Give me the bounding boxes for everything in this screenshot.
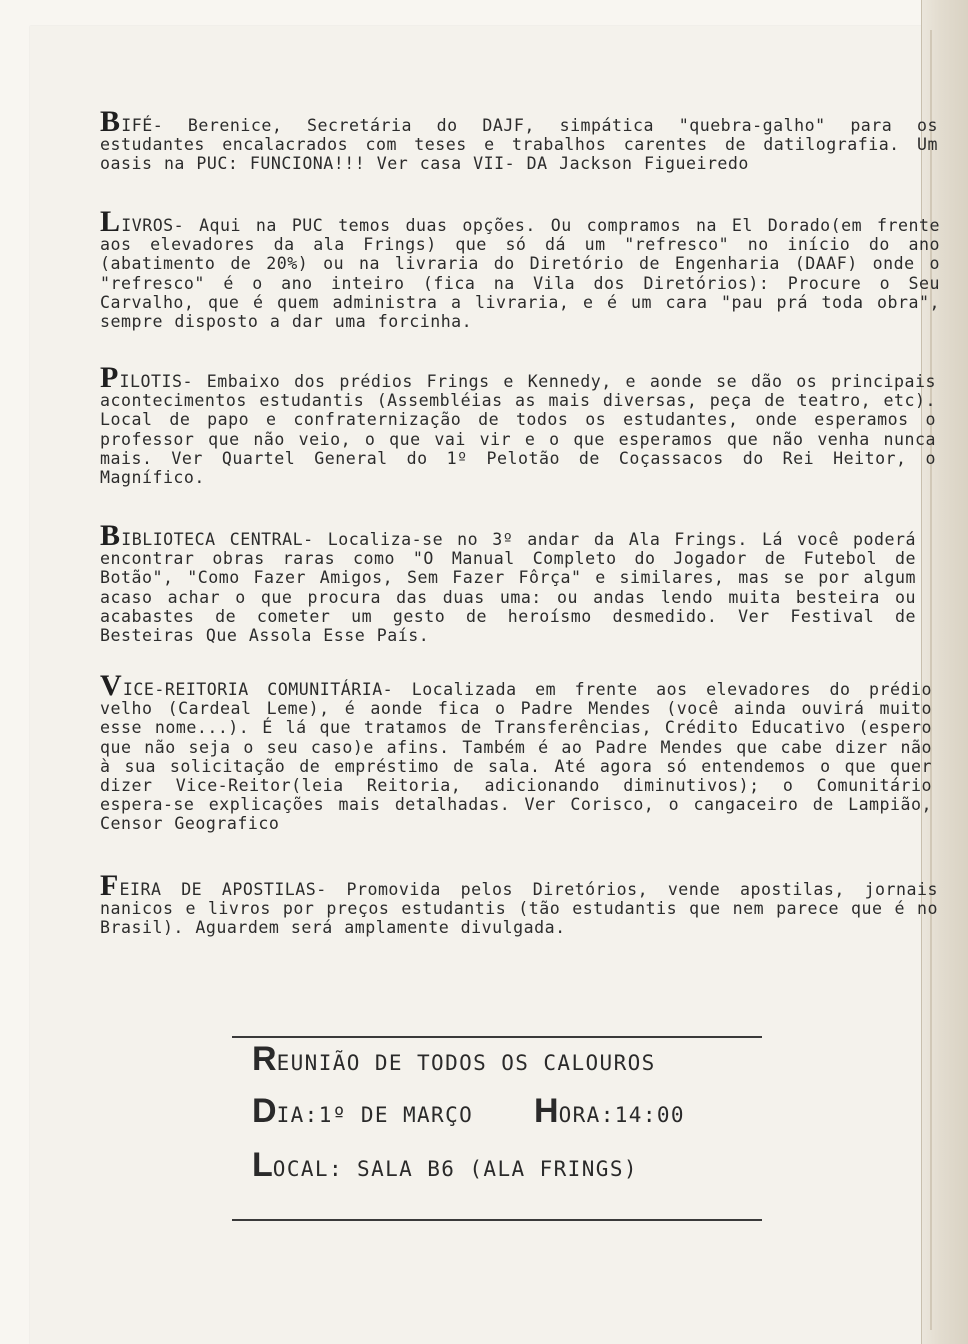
notice-text: IA:1º DE MARÇO xyxy=(276,1103,474,1127)
section-vice-reitoria xyxy=(100,669,932,834)
notice-place xyxy=(252,1146,638,1185)
notice-text: OCAL: SALA B6 (ALA FRINGS) xyxy=(272,1157,638,1181)
section-bife xyxy=(100,105,938,174)
notice-text: EUNIÃO DE TODOS OS CALOUROS xyxy=(276,1051,656,1075)
section-initial: P xyxy=(100,361,119,394)
notice-initial: L xyxy=(252,1146,273,1184)
notice-initial: R xyxy=(252,1040,277,1078)
section-livros xyxy=(100,205,940,332)
section-biblioteca xyxy=(100,519,916,646)
section-text: IVROS- Aqui na PUC temos duas opções. Ou compramos na El Dorado(em frente aos elevadores da ala Frings) que só dá um "refresco" no início do ano (abatimento de 20%) ou na livraria do Diretório de Engenharia (DAAF) onde o "refresco" é o ano inteiro (fica na Vila dos Diretórios): Procure o Seu Carvalho, que é quem administra a livraria, e é um cara "pau prá toda obra", sempre disposto a dar uma forcinha. xyxy=(100,216,940,332)
notice-text: ORA:14:00 xyxy=(558,1103,685,1127)
section-feira xyxy=(100,869,938,938)
section-pilotis xyxy=(100,361,936,488)
section-text: EIRA DE APOSTILAS- Promovida pelos Diretórios, vende apostilas, jornais nanicos e livros por preços estudantis (tão estudantis que nem parece que é no Brasil). Aguardem será amplamente divulgada. xyxy=(100,880,938,938)
section-text: IFÉ- Berenice, Secretária do DAJF, simpática "quebra-galho" para os estudantes encalacrados com teses e trabalhos carentes de datilografia. Um oasis na PUC: FUNCIONA!!! Ver casa VII- DA Jackson Figueiredo xyxy=(100,116,938,174)
section-initial: V xyxy=(100,669,122,702)
section-initial: L xyxy=(100,205,121,238)
section-initial: B xyxy=(100,519,121,552)
section-initial: F xyxy=(100,869,119,902)
notice-initial: D xyxy=(252,1092,277,1130)
notice-bottom-rule xyxy=(232,1219,762,1221)
notice-date xyxy=(252,1092,685,1131)
notice-time xyxy=(534,1092,685,1131)
section-text: ILOTIS- Embaixo dos prédios Frings e Kennedy, e aonde se dão os principais acontecimentos estudantis (Assembléias as mais diversas, peça de teatro, etc). Local de papo e confraternização de todos os estudantes, onde esperamos o professor que não veio, o que vai vir e o que esperamos que não venha nunca mais. Ver Quartel General do 1º Pelotão de Coçassacos do Rei Heitor, o Magnífico. xyxy=(100,372,936,488)
notice-initial: H xyxy=(534,1092,559,1130)
section-initial: B xyxy=(100,105,121,138)
section-text: ICE-REITORIA COMUNITÁRIA- Localizada em frente aos elevadores do prédio velho (Cardeal Leme), é aonde fica o Padre Mendes (você ainda ouvirá muito esse nome...). É lá que tratamos de Transferências, Crédito Educativo (espero que não seja o seu caso)e afins. Também é ao Padre Mendes que cabe dizer não à sua solicitação de empréstimo de sala. Até agora só entendemos o que quer dizer Vice-Reitor(leia Reitoria, adicionando diminutivos); o Comunitário espera-se explicações mais detalhadas. Ver Corisco, o cangaceiro de Lampião, Censor Geografico xyxy=(100,680,932,834)
notice-title xyxy=(252,1040,656,1079)
paper-edge xyxy=(921,0,968,1344)
notice-top-rule xyxy=(232,1036,762,1038)
section-text: IBLIOTECA CENTRAL- Localiza-se no 3º andar da Ala Frings. Lá você poderá encontrar obras raras como "O Manual Completo do Jogador de Futebol de Botão", "Como Fazer Amigos, Sem Fazer Fôrça" e similares, mas se por algum acaso achar o que procura das duas uma: ou andas lendo muita besteira ou acabastes de cometer um gesto de heroísmo desmedido. Ver Festival de Besteiras Que Assola Esse País. xyxy=(100,530,916,646)
